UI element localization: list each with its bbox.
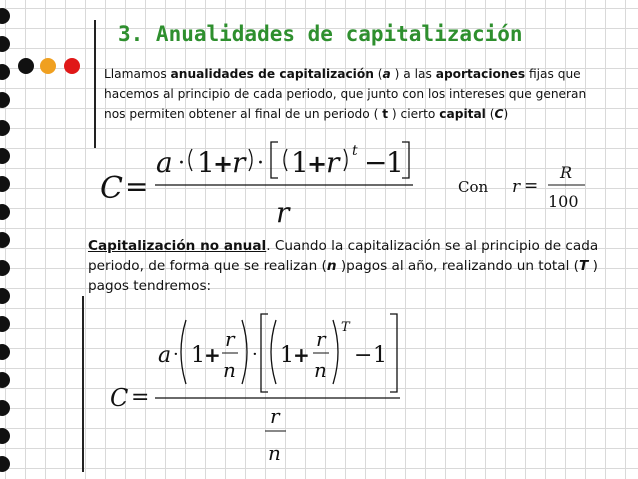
variable-a: a (382, 67, 391, 81)
subsection-heading: Capitalización no anual (88, 238, 267, 254)
variable-C: C (494, 107, 504, 121)
intro-text: ( (373, 67, 383, 81)
binder-hole (0, 92, 10, 108)
subsection-text: ) pagos tendremos: (88, 258, 598, 294)
binder-hole (0, 120, 10, 136)
formula-dot: · (257, 151, 264, 176)
intro-text: Llamamos (104, 67, 171, 81)
formula-r: r (232, 146, 246, 179)
intro-text: ) a las (390, 67, 436, 81)
subsection-text: . Cuando la capitalización se al principio de cada periodo, de forma que se realizan ( (88, 238, 599, 274)
bracket-left (271, 142, 278, 178)
formula-one: 1 (197, 146, 215, 179)
paren-right (249, 149, 252, 171)
formula2-plus: + (204, 343, 221, 367)
orange-dot (40, 58, 56, 74)
formula2-n: n (314, 358, 327, 382)
formula2-one: 1 (280, 343, 294, 368)
term-anualidades: anualidades de capitalización (170, 67, 374, 81)
formula-exponent: t (352, 143, 358, 159)
formula2-dot: · (252, 344, 258, 365)
con-r: r (512, 177, 521, 197)
formula-a: a (156, 146, 173, 179)
variable-t: t (382, 107, 389, 121)
paren-right (242, 320, 247, 384)
paren-left (181, 320, 186, 384)
subsection-text: )pagos al año, realizando un total ( (336, 258, 579, 274)
formula2-dot: · (173, 344, 179, 365)
subsection-paragraph (88, 236, 636, 296)
formula-minus: − (364, 146, 388, 179)
formula-one: 1 (291, 146, 309, 179)
formula2-minus: − (354, 343, 373, 368)
con-equals: = (524, 176, 539, 196)
formula2-r: r (316, 327, 326, 351)
bracket-left (261, 314, 268, 392)
paren-left (189, 149, 192, 171)
formula2-one: 1 (191, 343, 205, 368)
black-dot (18, 58, 34, 74)
intro-text: ) cierto (388, 107, 440, 121)
formula-no-anual (0, 310, 638, 479)
page-title: 3. Anualidades de capitalización (118, 22, 523, 46)
formula2-lhs: C (110, 384, 129, 412)
formula-dot: · (178, 151, 185, 176)
formula2-den-n: n (268, 441, 281, 465)
formula2-equals: = (131, 385, 150, 410)
formula2-den-r: r (270, 404, 280, 428)
paren-left (284, 149, 287, 171)
paren-left (271, 320, 276, 384)
formula-r: r (326, 146, 340, 179)
red-dot (64, 58, 80, 74)
formula-equals: = (125, 170, 149, 203)
term-aportaciones: aportaciones (435, 67, 526, 81)
con-label: Con (458, 178, 489, 196)
formula-one: 1 (386, 146, 404, 179)
binder-hole (0, 8, 10, 24)
formula2-exponent: T (341, 320, 350, 335)
binder-hole (0, 288, 10, 304)
formula2-a: a (158, 343, 172, 368)
formula2-n: n (223, 358, 236, 382)
con-R: R (560, 163, 573, 182)
binder-hole (0, 260, 10, 276)
con-100: 100 (548, 192, 579, 211)
intro-text: ( (485, 107, 495, 121)
formula-plus: + (307, 150, 328, 178)
bracket-right (390, 314, 397, 392)
margin-line (94, 20, 96, 148)
variable-n: n (326, 258, 337, 274)
paren-right (344, 149, 347, 171)
formula-capitalizacion (0, 138, 638, 236)
formula-plus: + (213, 150, 234, 178)
intro-text: ) (503, 107, 509, 121)
formula2-r: r (225, 327, 235, 351)
intro-text: fijas que hacemos al principio de cada periodo, que junto con los intereses que generan nos permiten obtener al final de un periodo ( (104, 67, 587, 121)
binder-hole (0, 36, 10, 52)
paren-right (333, 320, 338, 384)
formula2-one: 1 (373, 343, 387, 368)
variable-T: T (578, 258, 589, 274)
binder-hole (0, 64, 10, 80)
term-capital: capital (439, 107, 486, 121)
formula2-plus: + (293, 343, 310, 367)
formula-denominator: r (276, 196, 290, 229)
intro-paragraph (104, 64, 594, 124)
formula-lhs: C (100, 171, 123, 206)
